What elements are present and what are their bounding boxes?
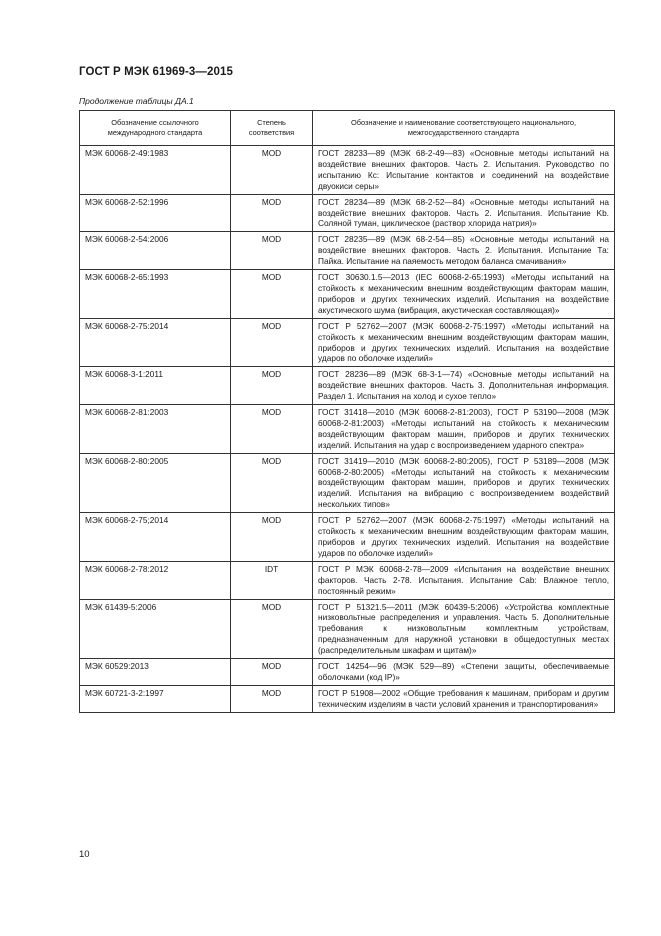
degree-cell: MOD: [231, 685, 313, 712]
table-row: [80, 513, 615, 562]
degree-cell: MOD: [231, 367, 313, 405]
table-row: [80, 146, 615, 195]
national-standard-cell: ГОСТ Р 51908—2002 «Общие требования к машинам, приборам и другим техническим изделиям в части условий хранения и транспортирования»: [313, 685, 615, 712]
page-number: 10: [79, 849, 90, 860]
table-row: [80, 453, 615, 513]
reference-standard-cell: МЭК 60068-2-75;2014: [80, 513, 231, 562]
reference-standard-cell: МЭК 60068-2-80:2005: [80, 453, 231, 513]
table-row: [80, 659, 615, 686]
table-row: [80, 270, 615, 319]
reference-standard-cell: МЭК 60068-2-75:2014: [80, 318, 231, 367]
national-standard-cell: ГОСТ Р МЭК 60068-2-78—2009 «Испытания на воздействие внешних факторов. Часть 2-78. Испытания. Испытание Cab: Влажное тепло, постоянный режим»: [313, 561, 615, 599]
reference-standard-cell: МЭК 60529:2013: [80, 659, 231, 686]
degree-cell: MOD: [231, 513, 313, 562]
table-row: [80, 232, 615, 270]
table-row: [80, 318, 615, 367]
table-row: [80, 561, 615, 599]
reference-standard-cell: МЭК 60068-2-52:1996: [80, 194, 231, 232]
degree-cell: MOD: [231, 146, 313, 195]
national-standard-cell: ГОСТ 28233—89 (МЭК 68-2-49—83) «Основные методы испытаний на воздействие внешних факторов. Часть 2. Испытания. Руководство по испытанию Кс: Испытание контактов и соединений на воздействие двуокиси серы»: [313, 146, 615, 195]
national-standard-cell: ГОСТ Р 52762—2007 (МЭК 60068-2-75:1997) «Методы испытаний на стойкость к механическим внешним воздействующим факторам машин, приборов и других технических изделий. Испытания на воздействие ударов по оболочке изделий»: [313, 318, 615, 367]
reference-standard-cell: МЭК 60721-3-2:1997: [80, 685, 231, 712]
national-standard-cell: ГОСТ 30630.1.5—2013 (IEC 60068-2-65:1993) «Методы испытаний на стойкость к механическим внешним воздействующим факторам машин, приборов и других технических изделий. Испытания на воздействие акустического шума (вибрация, акустическая составляющая)»: [313, 270, 615, 319]
national-standard-cell: ГОСТ 31419—2010 (МЭК 60068-2-80:2005), ГОСТ Р 53189—2008 (МЭК 60068-2-80:2005) «Методы испытаний на стойкость к механическим воздействующим факторам машин, приборов и других технических изделий. Испытания на вибрацию с воспроизведением воздействий нескольких типов»: [313, 453, 615, 513]
reference-standard-cell: МЭК 60068-2-78:2012: [80, 561, 231, 599]
reference-standard-cell: МЭК 60068-3-1:2011: [80, 367, 231, 405]
table-caption: Продолжение таблицы ДА.1: [79, 96, 194, 106]
column-header-reference-standard: Обозначение ссылочного международного стандарта: [80, 111, 231, 146]
national-standard-cell: ГОСТ 28235—89 (МЭК 68-2-54—85) «Основные методы испытаний на воздействие внешних факторов. Часть 2. Испытания. Испытание Та: Пайка. Испытание на паяемость методом баланса смачивания»: [313, 232, 615, 270]
table-row: [80, 405, 615, 454]
reference-standard-cell: МЭК 60068-2-65:1993: [80, 270, 231, 319]
degree-cell: MOD: [231, 318, 313, 367]
reference-standard-cell: МЭК 60068-2-54:2006: [80, 232, 231, 270]
degree-cell: MOD: [231, 405, 313, 454]
reference-standard-cell: МЭК 60068-2-81:2003: [80, 405, 231, 454]
table-row: [80, 685, 615, 712]
national-standard-cell: ГОСТ Р 51321.5—2011 (МЭК 60439-5:2006) «Устройства комплектные низковольтные распределения и управления. Часть 5. Дополнительные требования к низковольтным комплектным устройствам, предназначенным для наружной установки в общедоступных местах (распределительным шкафам и щитам)»: [313, 599, 615, 659]
table-header-row: [80, 111, 615, 146]
reference-standard-cell: МЭК 60068-2-49:1983: [80, 146, 231, 195]
table-row: [80, 367, 615, 405]
degree-cell: MOD: [231, 194, 313, 232]
standards-table: [79, 110, 615, 713]
national-standard-cell: ГОСТ 31418—2010 (МЭК 60068-2-81:2003), ГОСТ Р 53190—2008 (МЭК 60068-2-81:2003) «Методы испытаний на стойкость к механическим воздействующим факторам машин, приборов и других технических изделий. Испытания на удар с воспроизведением ударного спектра»: [313, 405, 615, 454]
degree-cell: MOD: [231, 659, 313, 686]
degree-cell: MOD: [231, 270, 313, 319]
column-header-degree-of-conformity: Степень соответствия: [231, 111, 313, 146]
degree-cell: MOD: [231, 453, 313, 513]
reference-standard-cell: МЭК 61439-5:2006: [80, 599, 231, 659]
national-standard-cell: ГОСТ 28236—89 (МЭК 68-3-1—74) «Основные методы испытаний на воздействие внешних факторов. Часть 3. Дополнительная информация. Раздел 1. Испытания на холод и сухое тепло»: [313, 367, 615, 405]
degree-cell: MOD: [231, 232, 313, 270]
national-standard-cell: ГОСТ 28234—89 (МЭК 68-2-52—84) «Основные методы испытаний на воздействие внешних факторов. Часть 2. Испытания. Испытание Kb. Соляной туман, циклическое (раствор хлорида натрия)»: [313, 194, 615, 232]
national-standard-cell: ГОСТ 14254—96 (МЭК 529—89) «Степени защиты, обеспечиваемые оболочками (код IP)»: [313, 659, 615, 686]
table-row: [80, 194, 615, 232]
table-row: [80, 599, 615, 659]
degree-cell: IDT: [231, 561, 313, 599]
page-header-title: ГОСТ Р МЭК 61969-3—2015: [79, 66, 233, 78]
national-standard-cell: ГОСТ Р 52762—2007 (МЭК 60068-2-75:1997) «Методы испытаний на стойкость к механическим внешним воздействующим факторам машин, приборов и других технических изделий. Испытания на воздействие ударов по оболочке изделий»: [313, 513, 615, 562]
degree-cell: MOD: [231, 599, 313, 659]
column-header-national-standard: Обозначение и наименование соответствующего национального, межгосударственного стандарта: [313, 111, 615, 146]
